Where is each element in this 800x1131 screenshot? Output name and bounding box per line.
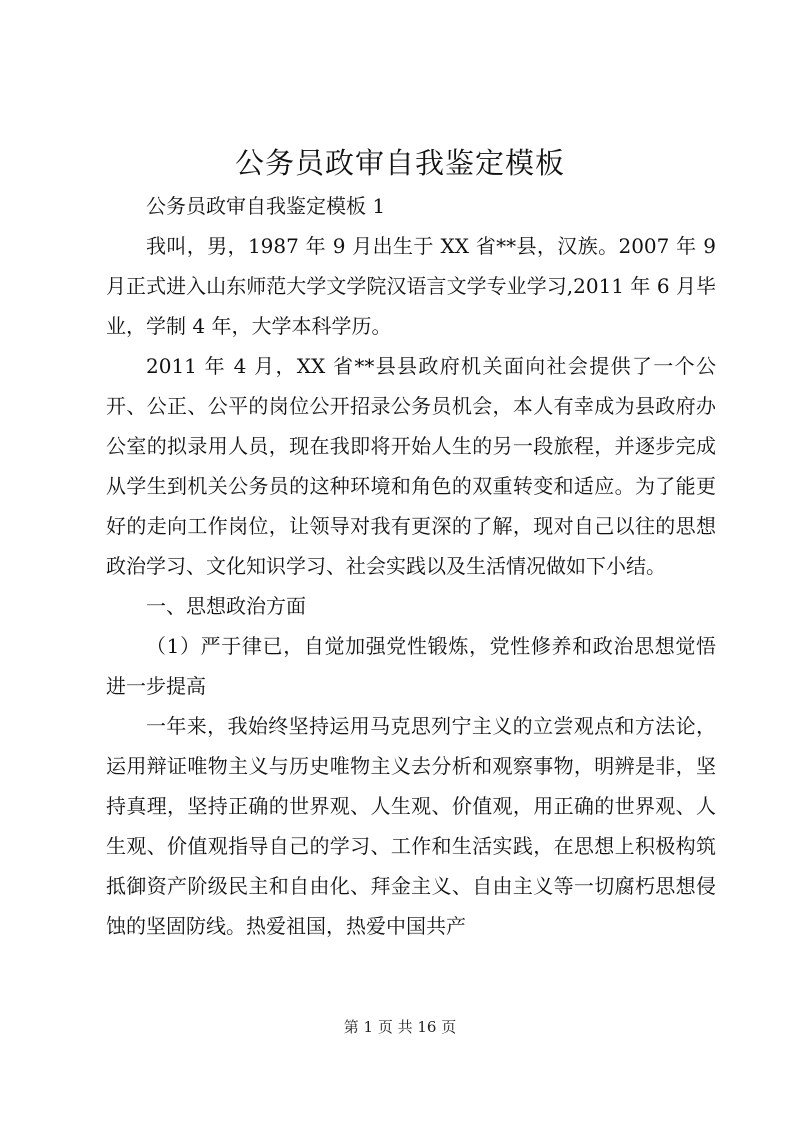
section-heading-political: 一、思想政治方面 <box>146 594 306 618</box>
document-body <box>106 186 716 946</box>
page-number-indicator: 第 1 页 共 16 页 <box>343 1018 457 1036</box>
paragraph-recruitment: 2011 年 4 月，XX 省**县县政府机关面向社会提供了一个公开、公正、公平的岗位公开招录公务员机会，本人有幸成为县政府办公室的拟录用人员，现在我即将开始人生的另一段旅程，并逐步完成从学生到机关公务员的这种环境和角色的双重转变和适应。为了能更好的走向工作岗位，让领导对我有更深的了解，现对自己以往的思想政治学习、文化知识学习、社会实践以及生活情况做如下小结。 <box>106 354 716 578</box>
document-title: 公务员政审自我鉴定模板 <box>234 146 565 180</box>
subsection-heading-discipline: （1）严于律已，自觉加强党性锻炼，党性修养和政治思想觉悟进一步提高 <box>106 634 716 698</box>
paragraph-political-study: 一年来，我始终坚持运用马克思列宁主义的立尝观点和方法论，运用辩证唯物主义与历史唯物主义去分析和观察事物，明辨是非，坚持真理，坚持正确的世界观、人生观、价值观，用正确的世界观、人生观、价值观指导自己的学习、工作和生活实践，在思想上积极构筑抵御资产阶级民主和自由化、拜金主义、自由主义等一切腐朽思想侵蚀的坚固防线。热爱祖国，热爱中国共产 <box>106 714 716 938</box>
paragraph-personal-info: 我叫，男，1987 年 9 月出生于 XX 省**县，汉族。2007 年 9 月正式进入山东师范大学文学院汉语言文学专业学习,2011 年 6 月毕业，学制 4 年，大学本科学历。 <box>106 234 716 338</box>
paragraph-subtitle: 公务员政审自我鉴定模板 1 <box>146 194 386 218</box>
